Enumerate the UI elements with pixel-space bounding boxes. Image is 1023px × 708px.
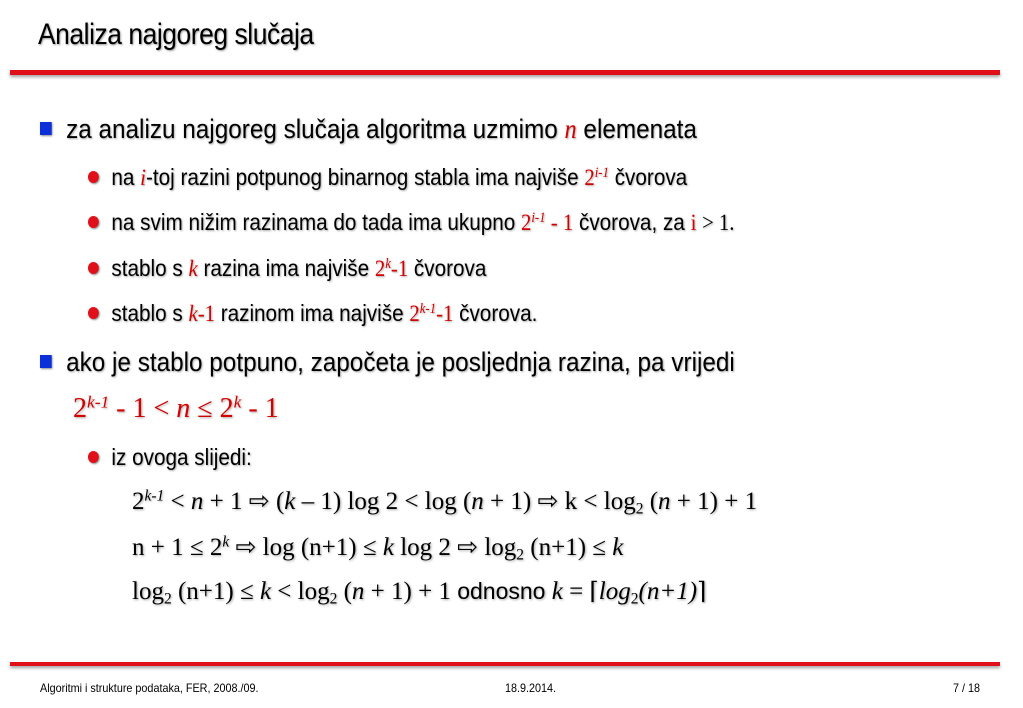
bullet-2: ako je stablo potpuno, započeta je posljednja razina, pa vrijedi: [40, 347, 735, 378]
math-line-1: 2$^{k-1}$ < n + 1 ⇨ (k – 1) log 2 < log (n + 1) ⇨ $k < \log_2 (n + 1) + 1$: [132, 487, 758, 518]
footer-course: Algoritmi i strukture podataka, FER, 2008./09.: [40, 681, 259, 695]
sub-bullet-4: stablo s k-1 razinom ima najviše 2$^{k-1}$-1 čvorova.: [88, 300, 537, 327]
dot-bullet-icon: [88, 216, 99, 228]
dot-bullet-icon: [88, 307, 99, 319]
footer-divider: [10, 662, 1000, 666]
title-divider: [10, 70, 1000, 75]
square-bullet-icon: [40, 355, 52, 368]
slide-title: Analiza najgoreg slučaja: [38, 18, 314, 51]
dot-bullet-icon: [88, 171, 99, 183]
sub-bullet-3: stablo s k razina ima najviše 2$^k$-1 čvorova: [88, 255, 486, 282]
dot-bullet-icon: [88, 262, 99, 274]
footer-date: 18.9.2014.: [505, 681, 557, 695]
math-line-3: $\log_2 (n+1) \le k < \log_2 (n + 1) + 1$ odnosno $k = ⌈\log_2(n+1)⌉$: [132, 577, 707, 608]
sub-bullet-1: na i-toj razini potpunog binarnog stabla ima najviše 2$^{i-1}$ čvorova: [88, 164, 687, 191]
footer-page-number: 7 / 18: [953, 681, 981, 695]
bullet-1: za analizu najgoreg slučaja algoritma uzmimo n elemenata: [40, 114, 697, 145]
bullet-2-formula: $2^{k-1} - 1 < n \le 2^k - 1$: [73, 392, 279, 424]
sub-bullet-2: na svim nižim razinama do tada ima ukupno 2$^{i-1}$ - 1 čvorova, za i > 1.: [88, 209, 734, 236]
dot-bullet-icon: [88, 451, 99, 463]
math-line-2: $n + 1 \le 2^k$ ⇨ log (n+1) ≤ k log 2 ⇨ $\log_2 (n+1) \le k$: [132, 533, 624, 564]
sub-bullet-5: iz ovoga slijedi:: [88, 444, 252, 471]
square-bullet-icon: [40, 122, 52, 135]
